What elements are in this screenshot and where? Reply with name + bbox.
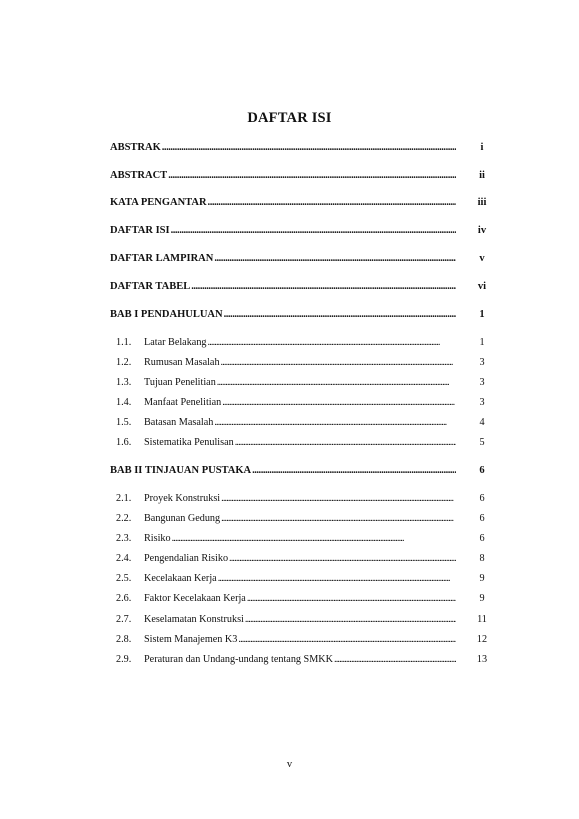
toc-subentry-1-6[interactable] <box>116 437 494 453</box>
toc-subentry-page: 6 <box>479 493 485 504</box>
toc-entry-page: i <box>480 142 484 153</box>
dot-leader <box>217 377 456 388</box>
toc-subentry-page: 3 <box>479 357 485 368</box>
toc-subentry-number: 1.1. <box>116 337 132 348</box>
toc-entry-page: ii <box>479 170 485 181</box>
toc-subentry-label: Rumusan Masalah <box>144 357 220 368</box>
toc-subentry-label: Peraturan dan Undang-undang tentang SMKK <box>144 654 333 665</box>
dot-leader <box>214 417 456 428</box>
dot-leader <box>334 654 456 665</box>
toc-subentry-2-2[interactable] <box>116 513 494 529</box>
toc-subentry-label: Kecelakaan Kerja <box>144 573 217 584</box>
toc-entry-bab-1[interactable] <box>110 309 494 325</box>
toc-entry-label: ABSTRACT <box>110 170 168 181</box>
toc-subentry-2-6[interactable] <box>116 593 494 609</box>
toc-entry-label: BAB I PENDAHULUAN <box>110 309 223 320</box>
toc-subentry-label: Pengendalian Risiko <box>144 553 229 564</box>
toc-subentry-label: Manfaat Penelitian <box>144 397 222 408</box>
dot-leader <box>171 225 456 236</box>
toc-entry-page: 6 <box>479 465 485 476</box>
toc-entry-page: iv <box>477 225 487 236</box>
toc-subentry-1-4[interactable] <box>116 397 494 413</box>
dot-leader <box>221 493 456 504</box>
toc-subentry-page: 1 <box>479 337 485 348</box>
dot-leader <box>221 357 456 368</box>
toc-entry-page: iii <box>477 197 487 208</box>
toc-subentry-number: 1.3. <box>116 377 132 388</box>
toc-subentry-label: Bangunan Gedung <box>144 513 221 524</box>
toc-entry-daftar-isi[interactable] <box>110 225 494 241</box>
dot-leader <box>238 634 456 645</box>
toc-entry-label: KATA PENGANTAR <box>110 197 207 208</box>
page-number: v <box>286 759 293 770</box>
toc-subentry-page: 11 <box>477 614 487 625</box>
dot-leader <box>214 253 456 264</box>
dot-leader <box>191 281 456 292</box>
toc-subentry-page: 3 <box>479 377 485 388</box>
toc-subentry-number: 2.3. <box>116 533 132 544</box>
dot-leader <box>235 437 456 448</box>
toc-subentry-page: 4 <box>479 417 485 428</box>
toc-subentry-2-4[interactable] <box>116 553 494 569</box>
toc-subentry-2-3[interactable] <box>116 533 494 549</box>
dot-leader <box>247 593 456 604</box>
toc-entry-abstract[interactable] <box>110 170 494 186</box>
toc-subentry-label: Tujuan Penelitian <box>144 377 216 388</box>
toc-subentry-2-9[interactable] <box>116 654 494 670</box>
toc-entry-label: BAB II TINJAUAN PUSTAKA <box>110 465 252 476</box>
dot-leader <box>208 337 456 348</box>
toc-entry-page: vi <box>477 281 487 292</box>
toc-subentry-label: Proyek Konstruksi <box>144 493 221 504</box>
toc-subentry-label: Sistem Manajemen K3 <box>144 634 238 645</box>
toc-subentry-number: 2.2. <box>116 513 132 524</box>
toc-subentry-number: 2.8. <box>116 634 132 645</box>
toc-subentry-number: 2.1. <box>116 493 132 504</box>
toc-subentry-number: 2.5. <box>116 573 132 584</box>
toc-subentry-number: 2.7. <box>116 614 132 625</box>
toc-subentry-page: 9 <box>479 593 485 604</box>
toc-subentry-2-5[interactable] <box>116 573 494 589</box>
toc-entry-abstrak[interactable] <box>110 142 494 158</box>
dot-leader <box>222 397 456 408</box>
toc-subentry-label: Sistematika Penulisan <box>144 437 234 448</box>
toc-subentry-page: 13 <box>476 654 488 665</box>
toc-subentry-1-1[interactable] <box>116 337 494 353</box>
toc-entry-label: DAFTAR ISI <box>110 225 170 236</box>
toc-subentry-label: Faktor Kecelakaan Kerja <box>144 593 246 604</box>
page-title: DAFTAR ISI <box>247 110 332 126</box>
dot-leader <box>245 614 456 625</box>
dot-leader <box>224 309 456 320</box>
toc-entry-kata-pengantar[interactable] <box>110 197 494 213</box>
dot-leader <box>168 170 456 181</box>
toc-entry-daftar-lampiran[interactable] <box>110 253 494 269</box>
toc-subentry-label: Keselamatan Konstruksi <box>144 614 244 625</box>
toc-entry-label: DAFTAR LAMPIRAN <box>110 253 214 264</box>
dot-leader <box>208 197 456 208</box>
toc-subentry-label: Risiko <box>144 533 171 544</box>
toc-subentry-number: 1.5. <box>116 417 132 428</box>
toc-subentry-page: 6 <box>479 533 485 544</box>
dot-leader <box>252 465 456 476</box>
toc-subentry-1-5[interactable] <box>116 417 494 433</box>
dot-leader <box>221 513 456 524</box>
toc-entry-daftar-tabel[interactable] <box>110 281 494 297</box>
toc-subentry-number: 2.6. <box>116 593 132 604</box>
toc-subentry-page: 8 <box>479 553 485 564</box>
toc-subentry-page: 12 <box>476 634 488 645</box>
dot-leader <box>162 142 456 153</box>
toc-entry-bab-2[interactable] <box>110 465 494 481</box>
toc-subentry-number: 1.2. <box>116 357 132 368</box>
toc-entry-page: v <box>479 253 485 264</box>
toc-subentry-label: Batasan Masalah <box>144 417 214 428</box>
toc-subentry-page: 6 <box>479 513 485 524</box>
toc-subentry-1-3[interactable] <box>116 377 494 393</box>
toc-subentry-2-7[interactable] <box>116 614 494 630</box>
dot-leader <box>229 553 456 564</box>
toc-subentry-number: 2.4. <box>116 553 132 564</box>
toc-subentry-number: 1.6. <box>116 437 132 448</box>
toc-subentry-number: 1.4. <box>116 397 132 408</box>
toc-subentry-label: Latar Belakang <box>144 337 207 348</box>
toc-subentry-page: 5 <box>479 437 485 448</box>
toc-entry-label: ABSTRAK <box>110 142 161 153</box>
toc-subentry-number: 2.9. <box>116 654 132 665</box>
toc-subentry-2-1[interactable] <box>116 493 494 509</box>
toc-subentry-page: 3 <box>479 397 485 408</box>
toc-entry-page: 1 <box>479 309 485 320</box>
dot-leader <box>172 533 456 544</box>
toc-subentry-1-2[interactable] <box>116 357 494 373</box>
dot-leader <box>218 573 456 584</box>
toc-subentry-page: 9 <box>479 573 485 584</box>
toc-entry-label: DAFTAR TABEL <box>110 281 191 292</box>
toc-subentry-2-8[interactable] <box>116 634 494 650</box>
